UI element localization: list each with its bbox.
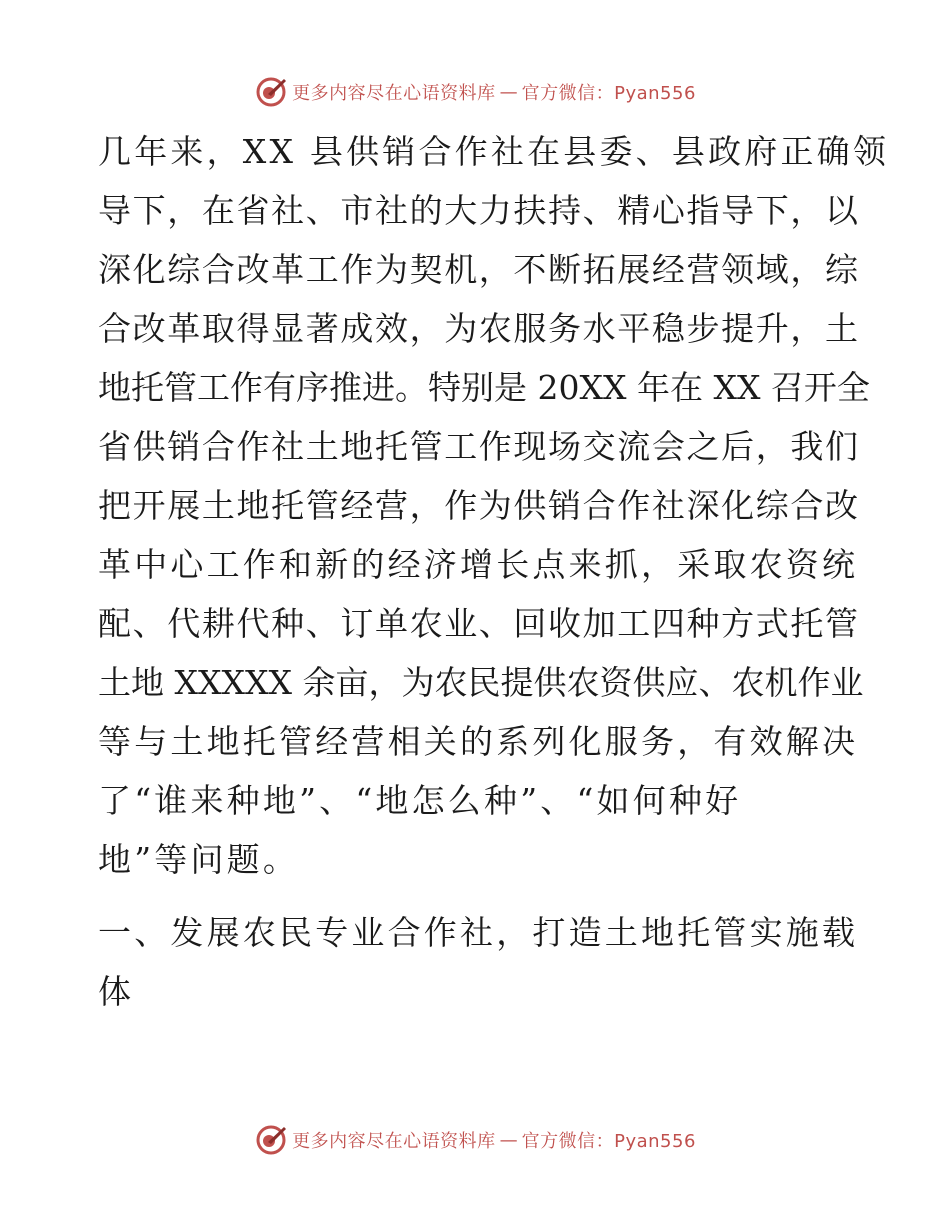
paragraph-line: 土地 XXXXX 余亩，为农民提供农资供应、农机作业	[98, 663, 864, 702]
paragraph-line: 革中心工作和新的经济增长点来抓，采取农资统	[98, 545, 859, 584]
footer-banner	[0, 1120, 950, 1160]
paragraph-line: 深化综合改革工作为契机，不断拓展经营领域，综	[98, 250, 858, 289]
section-heading-line: 体	[98, 972, 135, 1011]
paragraph-line: 等与土地托管经营相关的系列化服务，有效解决	[98, 722, 859, 761]
pen-logo-icon	[254, 75, 288, 109]
footer-contact-text: 官方微信：Pyan556	[521, 1131, 696, 1152]
paragraph-line: 合改革取得显著成效，为农服务水平稳步提升，土	[98, 309, 858, 348]
paragraph-line: 把开展土地托管经营，作为供销合作社深化综合改	[98, 486, 858, 525]
paragraph-line: 配、代耕代种、订单农业、回收加工四种方式托管	[98, 604, 858, 643]
section-heading-line: 一、发展农民专业合作社，打造土地托管实施载	[98, 913, 859, 952]
header-contact-text: 官方微信：Pyan556	[521, 83, 696, 104]
paragraph-line: 地托管工作有序推进。特别是 20XX 年在 XX 召开全	[98, 368, 870, 407]
paragraph-spacer	[98, 889, 858, 903]
header-banner	[0, 72, 950, 112]
document-body	[98, 122, 890, 1021]
pen-logo-icon	[254, 1123, 288, 1157]
header-separator: —	[499, 81, 518, 103]
paragraph-line: 地”等问题。	[98, 840, 300, 879]
paragraph-line: 了“谁来种地”、“地怎么种”、“如何种好	[98, 781, 742, 820]
footer-site-text: 更多内容尽在心语资料库	[292, 1131, 496, 1152]
footer-separator: —	[499, 1129, 518, 1151]
paragraph-line: 省供销合作社土地托管工作现场交流会之后，我们	[98, 427, 858, 466]
paragraph-line: 几年来，XX 县供销合作社在县委、县政府正确领	[98, 132, 890, 171]
header-site-text: 更多内容尽在心语资料库	[292, 83, 496, 104]
paragraph-line: 导下，在省社、市社的大力扶持、精心指导下，以	[98, 191, 858, 230]
